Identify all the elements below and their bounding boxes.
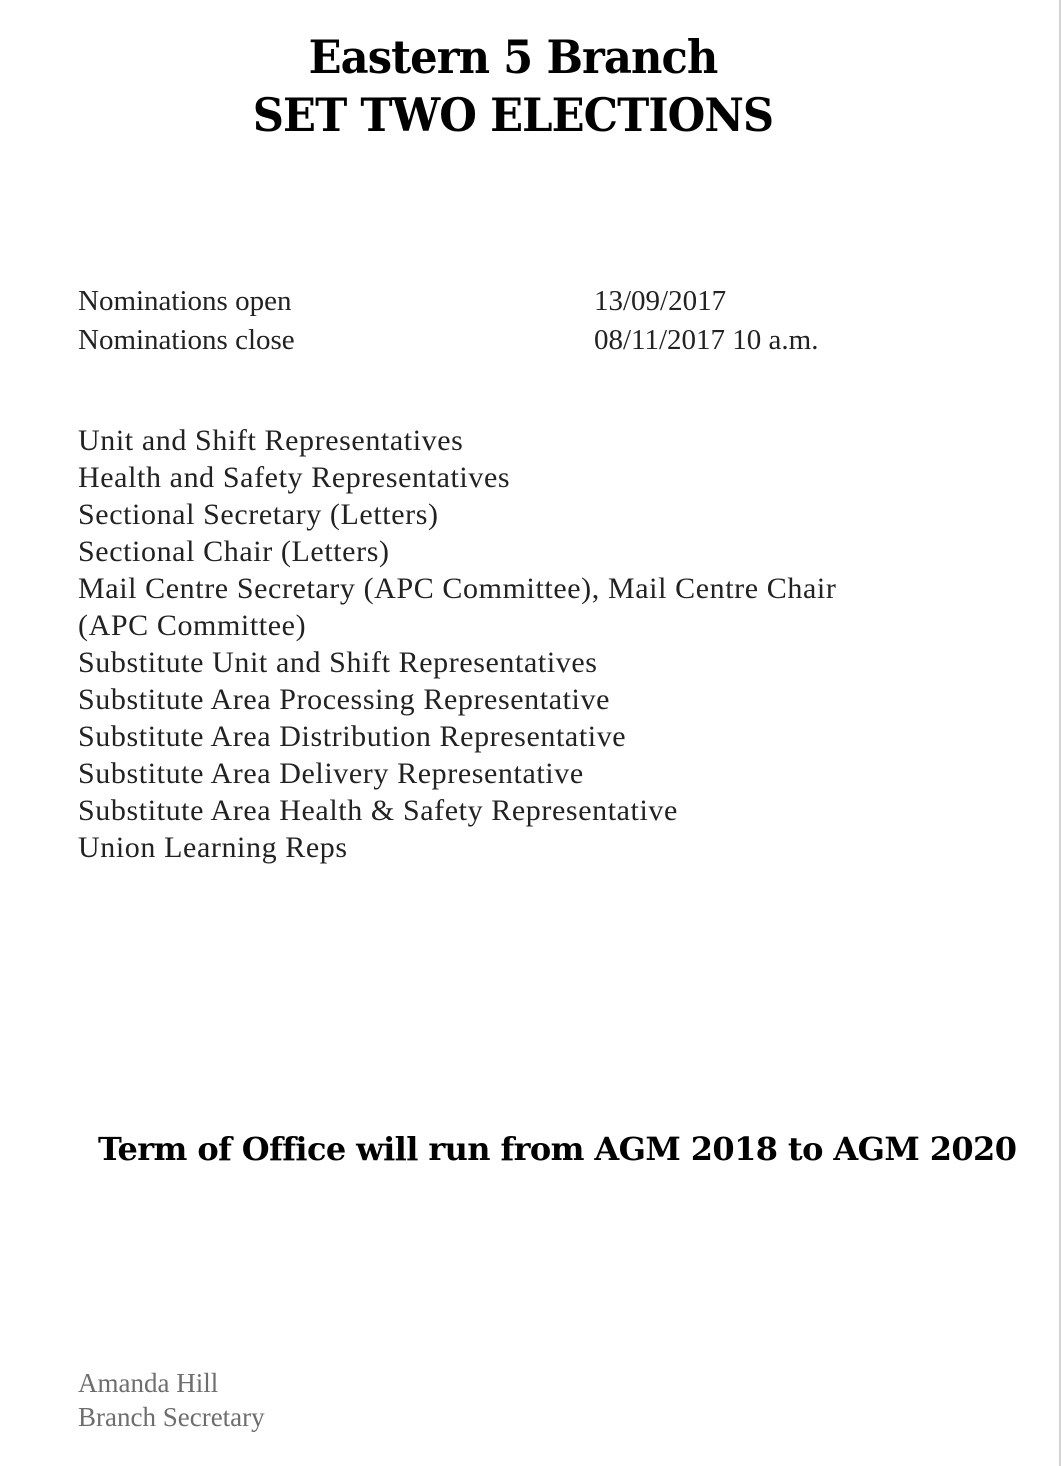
document-title bbox=[0, 28, 1026, 144]
election-title: SET TWO ELECTIONS bbox=[252, 88, 774, 142]
nomination-dates bbox=[78, 282, 978, 360]
branch-name: Eastern 5 Branch bbox=[308, 30, 718, 84]
list-item: (APC Committee) bbox=[78, 609, 307, 642]
signature-block bbox=[78, 1366, 265, 1434]
date-value: 08/11/2017 10 a.m. bbox=[594, 324, 819, 356]
list-item: Union Learning Reps bbox=[78, 831, 348, 864]
list-item: Substitute Area Health & Safety Representative bbox=[78, 794, 678, 827]
signatory-name: Amanda Hill bbox=[78, 1368, 219, 1398]
signatory-role: Branch Secretary bbox=[78, 1402, 265, 1432]
list-item: Mail Centre Secretary (APC Committee), Mail Centre Chair bbox=[78, 572, 837, 605]
list-item: Substitute Area Distribution Representative bbox=[78, 720, 627, 753]
term-of-office-statement: Term of Office will run from AGM 2018 to AGM 2020 bbox=[98, 1130, 1017, 1168]
date-value: 13/09/2017 bbox=[594, 285, 727, 317]
list-item: Unit and Shift Representatives bbox=[78, 424, 464, 457]
date-label: Nominations open bbox=[78, 285, 292, 317]
nominations-open-row bbox=[78, 282, 978, 321]
list-item: Sectional Secretary (Letters) bbox=[78, 498, 439, 531]
nominations-close-row bbox=[78, 321, 978, 360]
date-label: Nominations close bbox=[78, 324, 295, 356]
list-item: Substitute Area Processing Representative bbox=[78, 683, 610, 716]
list-item: Substitute Unit and Shift Representatives bbox=[78, 646, 598, 679]
list-item: Sectional Chair (Letters) bbox=[78, 535, 390, 568]
list-item: Health and Safety Representatives bbox=[78, 461, 511, 494]
positions-list bbox=[78, 422, 938, 866]
list-item: Substitute Area Delivery Representative bbox=[78, 757, 584, 790]
